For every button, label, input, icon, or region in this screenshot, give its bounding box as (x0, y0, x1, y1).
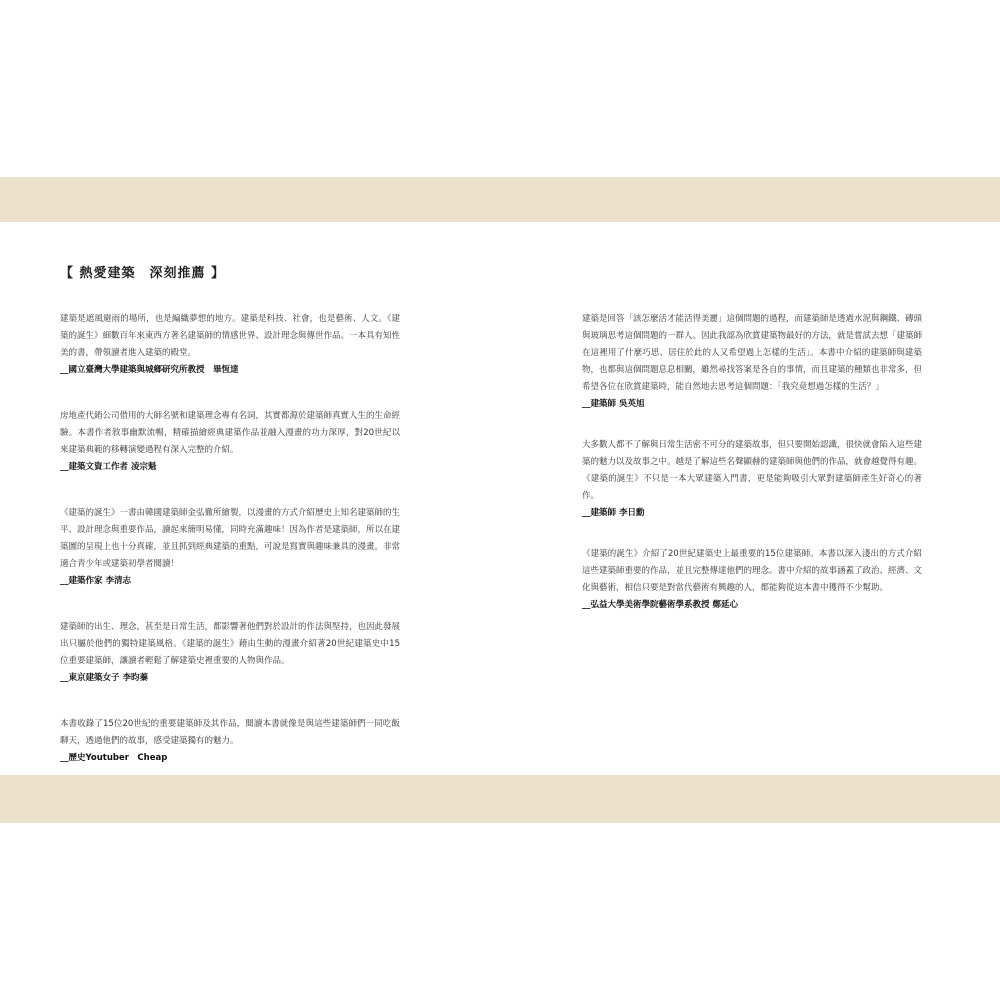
recommendation-text: 建築是遮風避雨的場所，也是編織夢想的地方。建築是科技、社會，也是藝術、人文。《建築的誕生》細數百年來東西方著名建築師的情感世界、設計理念與傳世作品。一本具有知性美的書，帶領讀者進入建築的殿堂。 (60, 314, 401, 358)
recommendation-text: 《建築的誕生》一書由韓國建築師金弘徹所繪製，以漫畫的方式介紹歷史上知名建築師的生平、設計理念與重要作品，讀起來簡明易懂，同時充滿趣味！因為作者是建築師，所以在建築圖的呈現上也十分真確，並且抓到經典建築的重點，可說是寫實與趣味兼具的漫畫。非常適合青少年或建築初學者閱讀！ (60, 508, 401, 569)
recommendation-block (582, 546, 922, 614)
recommendation-text: 房地產代銷公司借用的大師名號和建築理念專有名詞，其實都源於建築師真實人生的生命經驗。本書作者敘事幽默流暢，精確描繪經典建築作品並融入漫畫的功力深厚，對20世紀以來建築典範的移轉演變過程有深入完整的介紹。 (60, 411, 401, 455)
recommender-signature: __建築師 吳英旭 (582, 399, 645, 409)
recommender-signature: __建築作家 李清志 (60, 576, 131, 586)
recommendation-text: 本書收錄了15位20世紀的重要建築師及其作品，閱讀本書就像是與這些建築師們一同吃飯聊天，透過他們的故事，感受建築獨有的魅力。 (60, 719, 400, 746)
recommendation-text: 建築師的出生、理念，甚至是日常生活，都影響著他們對於設計的作法與堅持，也因此發展出只屬於他們的獨特建築風格。《建築的誕生》藉由生動的漫畫介紹著20世紀建築史中15位重要建築師，讓讀者輕鬆了解建築史裡重要的人物與作品。 (60, 622, 401, 666)
recommendation-block (582, 437, 922, 522)
recommender-signature: __建築文資工作者 凌宗魁 (60, 462, 157, 472)
recommender-signature: __國立臺灣大學建築與城鄉研究所教授 畢恆達 (60, 365, 239, 375)
top-decorative-band (0, 177, 1000, 222)
recommendation-text: 大多數人都不了解與日常生活密不可分的建築故事，但只要開始認識，很快就會陷入這些建築的魅力以及故事之中。越是了解這些名聲顯赫的建築師與他們的作品，就會越覺得有趣。《建築的誕生》不只是一本大眾建築入門書，更是能夠吸引大眾對建築師產生好奇心的著作。 (582, 440, 923, 501)
recommendation-text: 《建築的誕生》介紹了20世紀建築史上最重要的15位建築師。本書以深入淺出的方式介紹這些建築師重要的作品，並且完整傳達他們的理念。書中介紹的故事涵蓋了政治、經濟、文化與藝術，相信只要是對當代藝術有興趣的人，都能夠從這本書中獲得不少幫助。 (582, 549, 923, 593)
recommendation-text: 建築是回答「該怎麼活才能活得美麗」這個問題的過程，而建築師是透過水泥與鋼鐵、磚頭與玻璃思考這個問題的一群人。因此我認為欣賞建築物最好的方法，就是嘗試去想「建築師在這裡用了什麼巧思、居住於此的人又希望過上怎樣的生活」。本書中介紹的建築師與建築物，也都與這個問題息息相關，雖然尋找答案是各自的事情，而且建築的種類也非常多，但希望各位在欣賞建築時，能自然地去思考這個問題：「我究竟想過怎樣的生活？」 (582, 314, 923, 392)
recommendation-block (582, 311, 922, 413)
recommendation-block (60, 408, 400, 476)
bottom-decorative-band (0, 775, 1000, 823)
recommender-signature: __歷史Youtuber Cheap (60, 753, 168, 763)
section-heading: 【 熱愛建築 深刻推薦 】 (60, 266, 226, 281)
recommender-signature: __建築師 李日勳 (582, 508, 645, 518)
right-recommendation-column (582, 311, 922, 614)
recommender-signature: __東京建築女子 李昀蓁 (60, 673, 148, 683)
recommendation-block (60, 619, 400, 687)
left-recommendation-column (60, 311, 400, 767)
recommendation-block (60, 716, 400, 767)
recommendation-block (60, 505, 400, 590)
recommender-signature: __弘益大學美術學院藝術學系教授 鄭延心 (582, 600, 738, 610)
recommendation-block (60, 311, 400, 379)
